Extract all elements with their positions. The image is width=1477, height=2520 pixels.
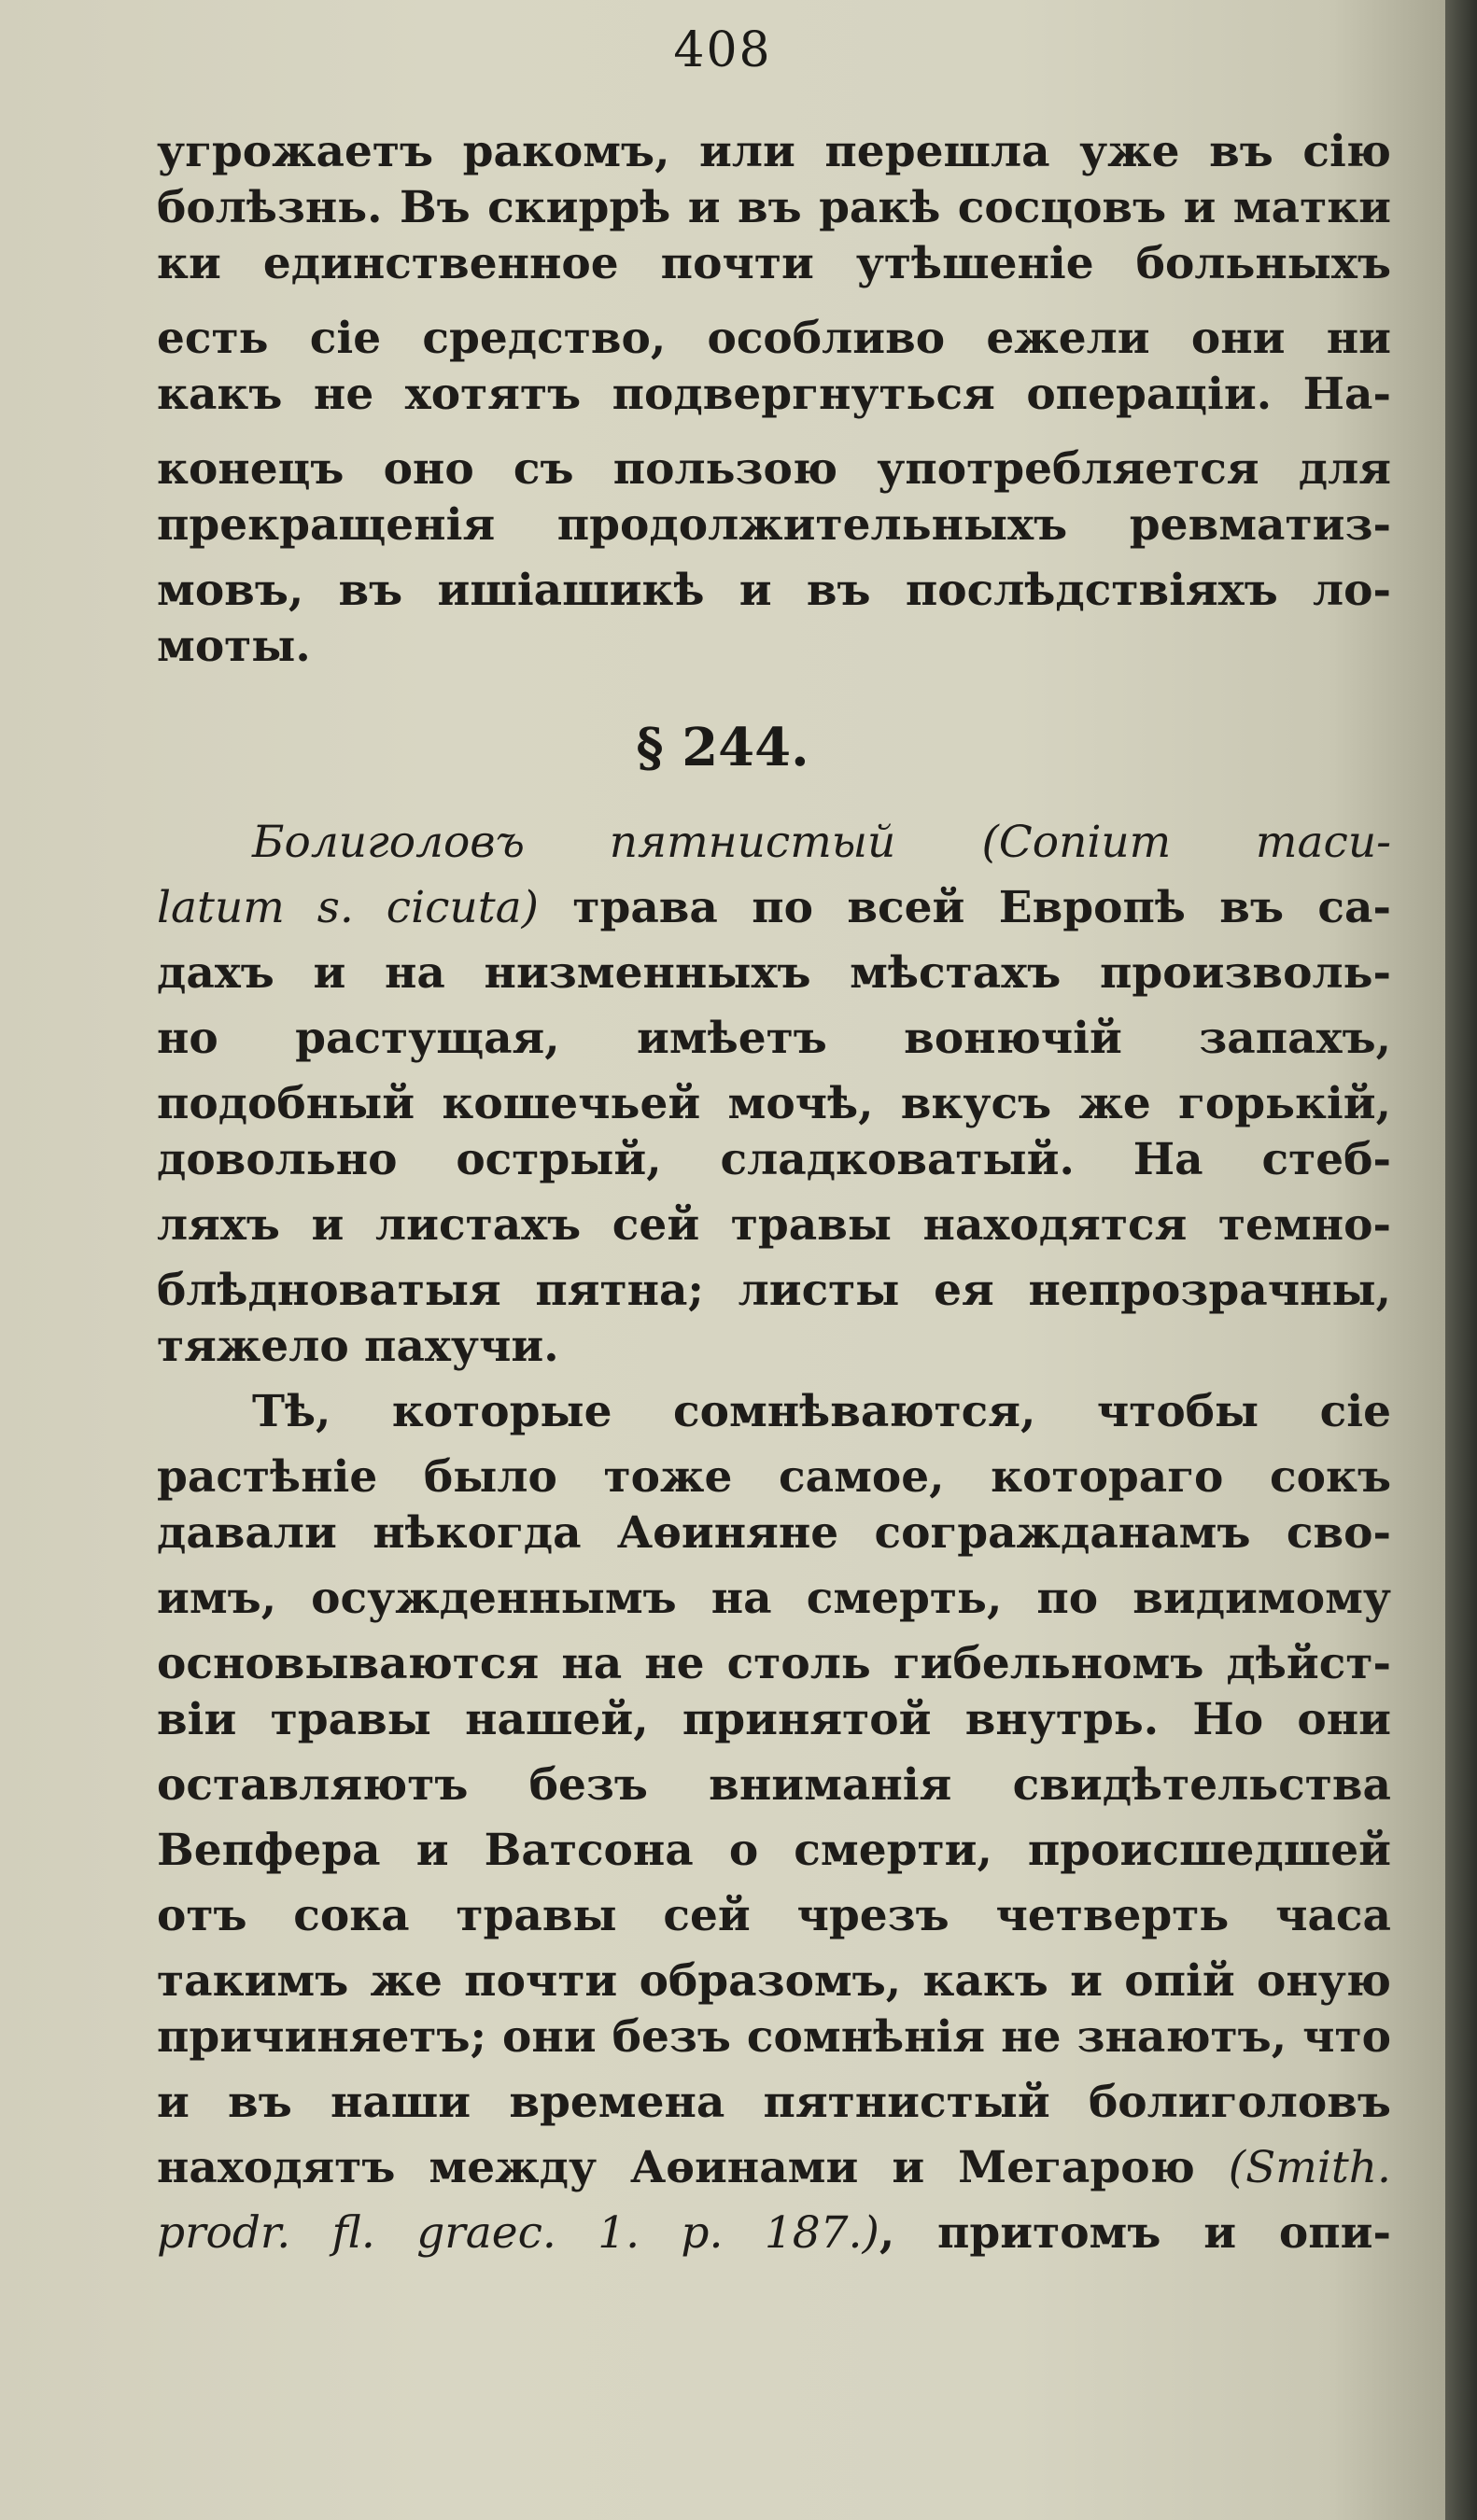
text-line: болѣзнь. Въ скиррѣ и въ ракѣ сосцовъ и матки bbox=[157, 182, 1391, 233]
text-line: давали нѣкогда Аѳиняне согражданамъ сво- bbox=[157, 1507, 1391, 1559]
text-line: причиняетъ; они безъ сомнѣнія не знаютъ, что bbox=[157, 2011, 1391, 2063]
page-number: 408 bbox=[673, 22, 772, 78]
text-line: какъ не хотятъ подвергнуться операціи. На- bbox=[157, 369, 1391, 420]
citation: (Smith. bbox=[1228, 2142, 1391, 2193]
plant-name: Болиголовъ пятнистый bbox=[252, 817, 896, 868]
text-line: конецъ оно съ пользою употребляется для bbox=[157, 443, 1391, 495]
text-line: есть сіе средство, особливо ежели они ни bbox=[157, 313, 1391, 364]
text-line: Тѣ, которые сомнѣваются, чтобы сіе bbox=[252, 1386, 1391, 1437]
text-line: моты. bbox=[157, 621, 311, 672]
text-line bbox=[157, 2140, 1391, 2196]
latin-name: latum s. cicuta) bbox=[157, 882, 539, 933]
citation: prodr. fl. graec. 1. p. 187.) bbox=[157, 2207, 879, 2259]
text-line: прекращенія продолжительныхъ ревматиз- bbox=[157, 499, 1391, 551]
text-line: и въ наши времена пятнистый болиголовъ bbox=[157, 2077, 1391, 2128]
text-line: віи травы нашей, принятой внутрь. Но они bbox=[157, 1694, 1391, 1745]
text-line: ки единственное почти утѣшеніе больныхъ bbox=[157, 238, 1391, 289]
text-line: дахъ и на низменныхъ мѣстахъ произволь- bbox=[157, 947, 1391, 999]
text-line: Вепфера и Ватсона о смерти, происшедшей bbox=[157, 1825, 1391, 1876]
text-line bbox=[157, 880, 1391, 936]
text-line bbox=[157, 2205, 1391, 2261]
text-line: тяжело пахучи. bbox=[157, 1321, 559, 1372]
book-gutter-shadow bbox=[1445, 0, 1477, 2520]
text-line: такимъ же почти образомъ, какъ и опій оную bbox=[157, 1955, 1391, 2007]
latin-name: (Conium macu- bbox=[981, 817, 1391, 868]
section-heading: § 244. bbox=[636, 717, 809, 778]
text-span: находятъ между Аѳинами и Мегарою bbox=[157, 2142, 1195, 2193]
text-line: ляхъ и листахъ сей травы находятся темно- bbox=[157, 1199, 1391, 1251]
text-line: блѣдноватыя пятна; листы ея непрозрачны, bbox=[157, 1265, 1391, 1316]
text-line: довольно острый, сладковатый. На стеб- bbox=[157, 1134, 1391, 1185]
text-line: имъ, осужденнымъ на смерть, по видимому bbox=[157, 1573, 1391, 1624]
text-span: трава по всей Европѣ въ са- bbox=[572, 882, 1391, 933]
text-line: но растущая, имѣетъ вонючій запахъ, bbox=[157, 1013, 1391, 1064]
text-line: отъ сока травы сей чрезъ четверть часа bbox=[157, 1890, 1391, 1941]
text-line: подобный кошечьей мочѣ, вкусъ же горькій, bbox=[157, 1078, 1391, 1129]
text-line: мовъ, въ ишіашикѣ и въ послѣдствіяхъ ло- bbox=[157, 565, 1391, 616]
text-line bbox=[252, 815, 1391, 871]
text-span: , притомъ и опи- bbox=[879, 2207, 1391, 2259]
text-line: угрожаетъ ракомъ, или перешла уже въ сію bbox=[157, 126, 1391, 177]
text-line: оставляютъ безъ вниманія свидѣтельства bbox=[157, 1759, 1391, 1811]
text-line: основываются на не столь гибельномъ дѣйст- bbox=[157, 1638, 1391, 1689]
text-line: растѣніе было тоже самое, котораго сокъ bbox=[157, 1451, 1391, 1503]
